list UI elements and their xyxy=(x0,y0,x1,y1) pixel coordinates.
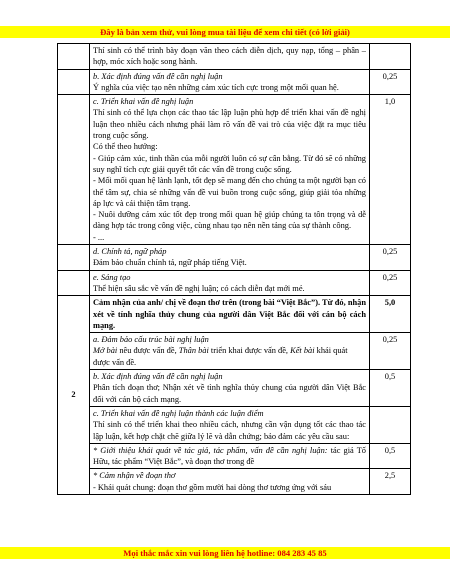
table-row xyxy=(58,44,411,70)
criteria-title: e. Sáng tạo xyxy=(93,272,131,282)
criteria-title: d. Chính tả, ngữ pháp xyxy=(93,247,167,257)
score-cell: 5,0 xyxy=(370,296,411,333)
score-cell: 1,0 xyxy=(370,95,411,245)
hotline-banner: Mọi thắc mắc xin vui lòng liên hệ hotline: 084 283 45 85 xyxy=(0,547,450,559)
score-cell: 2,5 xyxy=(370,469,411,495)
score-cell: 0,25 xyxy=(370,270,411,296)
grading-table xyxy=(57,43,411,495)
table-row xyxy=(58,406,411,443)
criteria-cell: * Cảm nhận về đoạn thơ - Khái quát chung: đoạn thơ gồm mười hai dòng thơ tương ứng với sáu xyxy=(90,469,370,495)
score-cell: 0,5 xyxy=(370,370,411,407)
table-row xyxy=(58,95,411,245)
table-row xyxy=(58,296,411,333)
criteria-cell: e. Sáng tạo Thể hiện sâu sắc về vấn đề nghị luận; có cách diễn đạt mới mẻ. xyxy=(90,270,370,296)
table-row xyxy=(58,69,411,95)
criteria-cell: Thí sinh có thể trình bày đoạn văn theo cách diễn dịch, quy nạp, tổng – phân – hợp, móc xích hoặc song hành. xyxy=(90,44,370,70)
table-row xyxy=(58,469,411,495)
table-row xyxy=(58,245,411,271)
criteria-cell: a. Đảm bảo cấu trúc bài nghị luận Mở bài nêu được vấn đề, Thân bài triển khai được vấn đề, Kết bài khái quát được vấn đề. xyxy=(90,333,370,370)
score-cell: 0,25 xyxy=(370,333,411,370)
criteria-cell: c. Triển khai vấn đề nghị luận thành các luận điểm Thí sinh có thể triển khai theo nhiều cách, nhưng cần vận dụng tốt các thao tác lập luận, kết hợp chặt chẽ giữa lý lẽ và dẫn chứng; bảo đảm các yêu cầu sau: xyxy=(90,406,370,443)
criteria-title: a. Đảm bảo cấu trúc bài nghị luận xyxy=(93,335,209,345)
table-row xyxy=(58,370,411,407)
score-cell: 0,5 xyxy=(370,443,411,469)
criteria-cell: d. Chính tả, ngữ pháp Đảm bảo chuẩn chính tả, ngữ pháp tiếng Việt. xyxy=(90,245,370,271)
criteria-cell: b. Xác định đúng vấn đề cần nghị luận Phân tích đoạn thơ; Nhận xét về tình nghĩa thủy chung của người dân Việt Bắc đối với cán bộ cách mạng. xyxy=(90,370,370,407)
table-row xyxy=(58,270,411,296)
table-row xyxy=(58,333,411,370)
criteria-title: b. Xác định đúng vấn đề cần nghị luận xyxy=(93,71,223,81)
question-text: Cảm nhận của anh/ chị về đoạn thơ trên (trong bài “Việt Bắc”). Từ đó, nhận xét về tính nghĩa thủy chung của người dân Việt Bắc đối với cán bộ cách mạng. xyxy=(90,296,370,333)
score-cell: 0,25 xyxy=(370,245,411,271)
score-cell: 0,25 xyxy=(370,69,411,95)
criteria-title: b. Xác định đúng vấn đề cần nghị luận xyxy=(93,372,223,382)
preview-banner: Đây là bản xem thử, vui lòng mua tài liệu để xem chi tiết (có lời giải) xyxy=(0,26,450,38)
question-number: 2 xyxy=(58,296,90,495)
criteria-title: c. Triển khai vấn đề nghị luận thành các luận điểm xyxy=(93,408,264,418)
criteria-title: * Cảm nhận về đoạn thơ xyxy=(93,471,176,481)
criteria-cell: c. Triển khai vấn đề nghị luận Thí sinh có thể lựa chọn các thao tác lập luận phù hợp để triển khai vấn đề nghị luận theo nhiều cách nhưng phải làm rõ vấn đề vai trò của việc đặt ra mục tiêu trong cuộc sống. Có thể theo hướng: - Giúp cảm xúc, tinh thần của mỗi người luôn có sự cân bằng. Từ đó sẽ có những suy nghĩ tích cực giải quyết tốt các vấn đề trong cuộc sống. - Mối mối quan hệ lành lạnh, tốt đẹp sẽ mang đến cho chúng ta một người bạn có thể tâm sự, chia sẻ những vấn đề vui buồn trong cuộc sống, giúp giải tỏa những áp lực và cái thiện tâm trạng. - Nuôi dưỡng cảm xúc tốt đẹp trong mối quan hệ giúp chúng ta tôn trọng và dễ dàng hợp tác trong công việc, cùng nhau tạo nên nền tảng của sự thành công. - ... xyxy=(90,95,370,245)
table-row xyxy=(58,443,411,469)
criteria-title: c. Triển khai vấn đề nghị luận xyxy=(93,97,194,107)
criteria-cell: b. Xác định đúng vấn đề cần nghị luận Ý nghĩa của việc tạo nên những cảm xúc tích cực trong một mối quan hệ. xyxy=(90,69,370,95)
criteria-cell: * Giới thiệu khái quát về tác giả, tác phẩm, vấn đề cần nghị luận: tác giả Tố Hữu, tác phẩm “Việt Bắc”, và đoạn thơ trong đề xyxy=(90,443,370,469)
